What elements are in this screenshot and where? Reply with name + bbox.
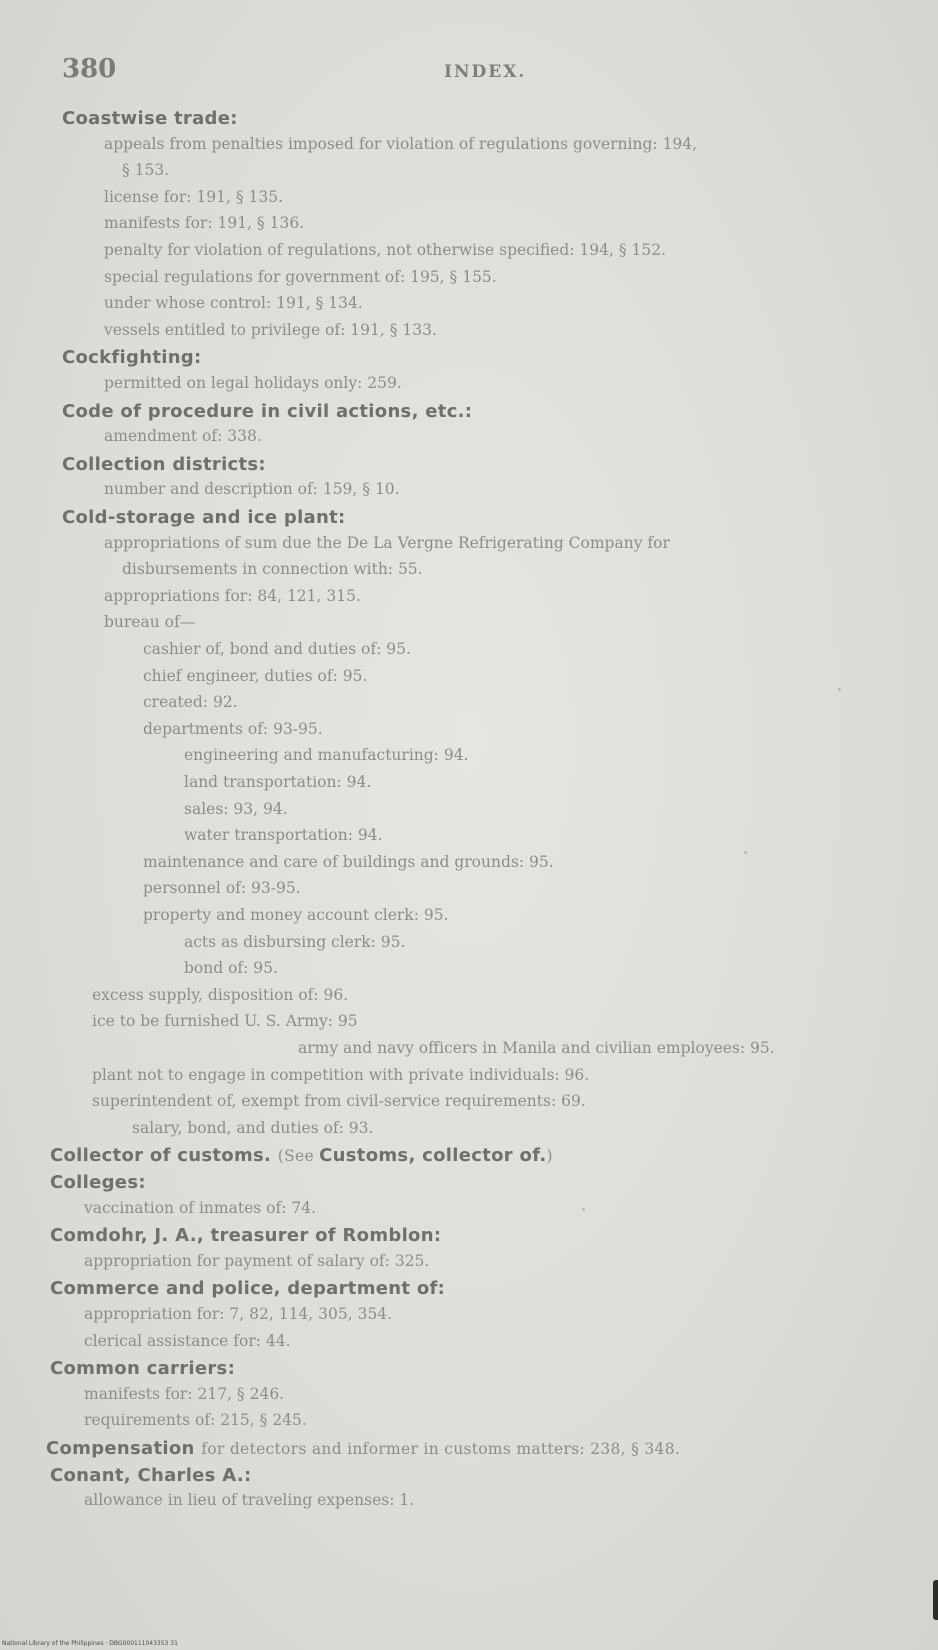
index-heading: Common carriers: <box>50 1358 236 1380</box>
index-subentry: property and money account clerk: 95. <box>143 906 449 924</box>
index-subentry: bureau of— <box>104 613 196 632</box>
index-subentry: engineering and manufacturing: 94. <box>184 746 469 765</box>
index-subentry: appropriation for payment of salary of: 325. <box>84 1251 430 1270</box>
paper-speck <box>838 688 841 691</box>
see-reference-prefix: (See <box>277 1147 320 1166</box>
index-heading <box>50 1145 553 1166</box>
index-subentry: created: 92. <box>143 693 238 712</box>
index-subentry: under whose control: 191, § 134. <box>104 294 363 313</box>
index-heading: Colleges: <box>50 1172 146 1193</box>
index-subentry: cashier of, bond and duties of: 95. <box>143 640 411 658</box>
index-heading-label: Collector of customs. <box>50 1145 278 1167</box>
index-subentry: amendment of: 338. <box>104 427 262 446</box>
index-subentry: manifests for: 217, § 246. <box>84 1384 285 1403</box>
index-subentry: superintendent of, exempt from civil-service requirements: 69. <box>92 1092 586 1111</box>
index-subentry: bond of: 95. <box>184 959 278 978</box>
index-subentry: disbursements in connection with: 55. <box>122 560 423 579</box>
index-subentry: appropriation for: 7, 82, 114, 305, 354. <box>84 1305 393 1323</box>
index-subentry: water transportation: 94. <box>184 826 383 845</box>
index-heading-label: Compensation <box>46 1438 202 1459</box>
index-subentry: vaccination of inmates of: 74. <box>84 1198 316 1217</box>
index-subentry: departments of: 93-95. <box>143 719 323 738</box>
index-heading: Code of procedure in civil actions, etc.: <box>62 400 473 422</box>
page-edge-mark <box>933 1580 938 1620</box>
footer-id: National Library of the Philippines · DBG000111043353 31 <box>2 1640 178 1647</box>
index-subentry: appropriations of sum due the De La Vergne Refrigerating Company for <box>104 533 670 552</box>
index-subentry: excess supply, disposition of: 96. <box>92 985 349 1004</box>
index-subentry: appeals from penalties imposed for violation of regulations governing: 194, <box>104 134 698 153</box>
index-subentry: maintenance and care of buildings and grounds: 95. <box>143 852 554 871</box>
index-heading: Comdohr, J. A., treasurer of Romblon: <box>50 1225 442 1247</box>
index-subentry: sales: 93, 94. <box>184 799 288 818</box>
index-subentry: ice to be furnished U. S. Army: 95 <box>92 1012 358 1031</box>
index-subentry: personnel of: 93-95. <box>143 879 301 898</box>
index-subentry: land transportation: 94. <box>184 773 372 791</box>
index-heading: Cold-storage and ice plant: <box>62 507 346 528</box>
index-subentry: permitted on legal holidays only: 259. <box>104 374 402 392</box>
index-heading-detail: for detectors and informer in customs matters: 238, § 348. <box>201 1440 681 1458</box>
index-subentry: chief engineer, duties of: 95. <box>143 666 368 685</box>
index-subentry: clerical assistance for: 44. <box>84 1331 291 1350</box>
index-subentry: allowance in lieu of traveling expenses: 1. <box>84 1491 415 1510</box>
index-subentry: § 153. <box>122 161 170 180</box>
page-number: 380 <box>62 54 117 84</box>
running-head: INDEX. <box>444 62 527 82</box>
index-subentry: plant not to engage in competition with private individuals: 96. <box>92 1065 590 1084</box>
see-reference-close: ) <box>546 1147 553 1166</box>
index-subentry: acts as disbursing clerk: 95. <box>184 932 406 951</box>
paper-speck <box>582 1208 585 1211</box>
paper-speck <box>744 851 747 854</box>
index-subentry: salary, bond, and duties of: 93. <box>132 1118 374 1137</box>
index-subentry: special regulations for government of: 195, § 155. <box>104 267 497 286</box>
see-reference-target: Customs, collector of. <box>319 1145 547 1167</box>
index-heading: Commerce and police, department of: <box>50 1278 446 1300</box>
index-heading: Conant, Charles A.: <box>50 1464 252 1486</box>
index-subentry: army and navy officers in Manila and civilian employees: 95. <box>298 1039 775 1057</box>
index-subentry: license for: 191, § 135. <box>104 187 284 206</box>
index-heading: Collection districts: <box>62 453 266 475</box>
index-subentry: penalty for violation of regulations, not otherwise specified: 194, § 152. <box>104 241 667 259</box>
index-heading: Cockfighting: <box>62 347 202 369</box>
index-subentry: vessels entitled to privilege of: 191, § 133. <box>104 320 437 339</box>
index-subentry: appropriations for: 84, 121, 315. <box>104 586 361 605</box>
index-heading: Coastwise trade: <box>62 108 238 129</box>
index-subentry: requirements of: 215, § 245. <box>84 1411 307 1430</box>
index-subentry: manifests for: 191, § 136. <box>104 214 305 233</box>
index-heading <box>46 1438 680 1459</box>
index-subentry: number and description of: 159, § 10. <box>104 480 400 499</box>
